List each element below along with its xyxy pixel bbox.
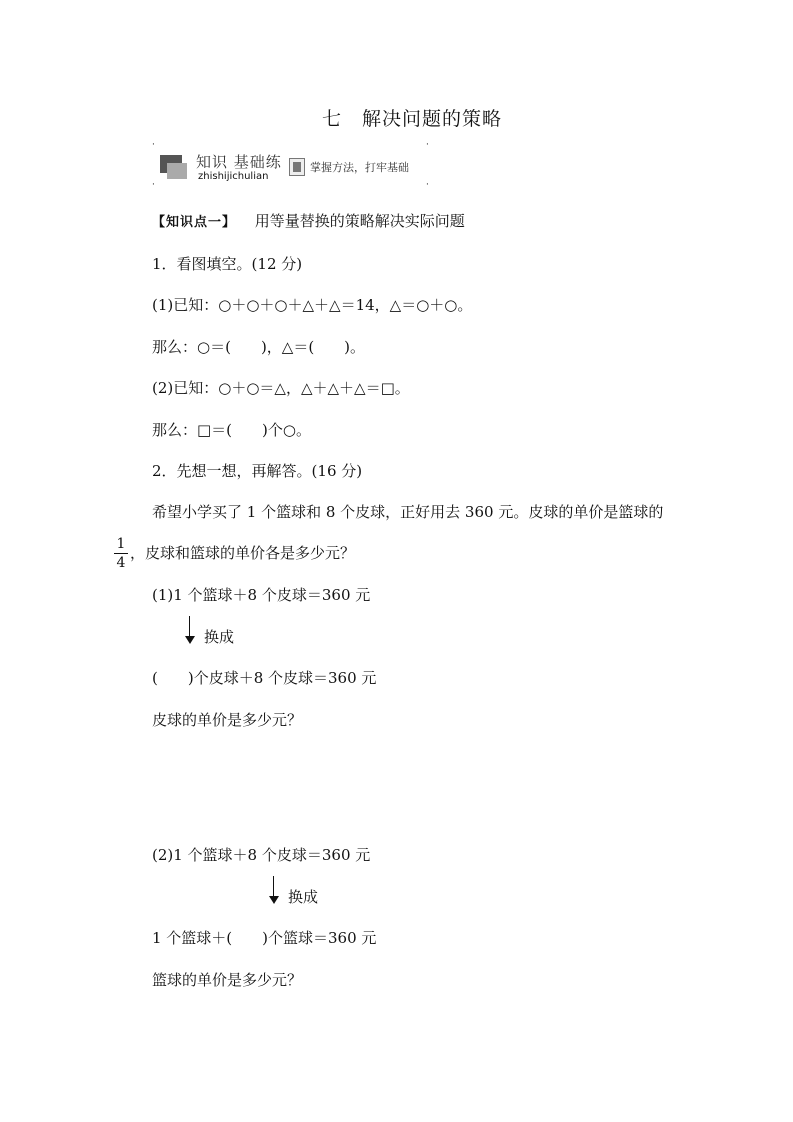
knowledge-point: [152, 211, 465, 233]
banner-corner-mark: ·: [152, 140, 155, 150]
banner-title: 知识 基础练: [196, 153, 282, 171]
fraction-bar: [114, 553, 128, 554]
down-arrow-icon: [184, 616, 196, 646]
q2-part1-arrow-label: 换成: [204, 628, 235, 646]
page-title: 七 解决问题的策略: [322, 108, 503, 130]
q1-part1-given: (1)已知：○＋○＋○＋△＋△＝14，△＝○＋○。: [152, 296, 473, 314]
q2-part2-arrow-label: 换成: [288, 888, 319, 906]
q2-part1-question: 皮球的单价是多少元？: [152, 711, 303, 729]
fraction-numerator: 1: [116, 536, 126, 552]
q1-heading: 1．看图填空。(12 分): [152, 255, 303, 273]
section-banner: [152, 141, 430, 191]
q2-part2-result: 1 个篮球＋( )个篮球＝360 元: [152, 929, 377, 947]
down-arrow-icon: [268, 876, 280, 906]
banner-corner-mark: ·: [426, 140, 429, 150]
q2-stem-line2: ，皮球和篮球的单价各是多少元？: [130, 544, 356, 562]
q1-part2-given: (2)已知：○＋○＝△，△＋△＋△＝□。: [152, 379, 410, 397]
banner-slogan: 掌握方法，打牢基础: [310, 161, 409, 174]
banner-corner-mark: ·: [152, 180, 155, 190]
banner-logo-block: [167, 163, 187, 179]
banner-pinyin: zhishijichulian: [198, 171, 269, 182]
fraction-one-quarter: [114, 536, 128, 571]
fraction-denominator: 4: [116, 555, 126, 571]
q2-part2-equation: (2)1 个篮球＋8 个皮球＝360 元: [152, 846, 371, 864]
knowledge-point-tag: 【知识点一】: [152, 215, 237, 230]
q2-part1-equation: (1)1 个篮球＋8 个皮球＝360 元: [152, 586, 371, 604]
q2-part2-question: 篮球的单价是多少元？: [152, 971, 303, 989]
q2-part1-result: ( )个皮球＋8 个皮球＝360 元: [152, 669, 377, 687]
q2-heading: 2．先想一想，再解答。(16 分): [152, 462, 363, 480]
q1-part1-answer: 那么：○＝( )，△＝( )。: [152, 338, 366, 356]
q2-stem-line1: 希望小学买了 1 个篮球和 8 个皮球，正好用去 360 元。皮球的单价是篮球的: [152, 503, 664, 521]
q1-part2-answer: 那么：□＝( )个○。: [152, 421, 311, 439]
banner-corner-mark: ·: [426, 180, 429, 190]
book-icon: [289, 158, 305, 176]
knowledge-point-text: 用等量替换的策略解决实际问题: [254, 212, 465, 230]
